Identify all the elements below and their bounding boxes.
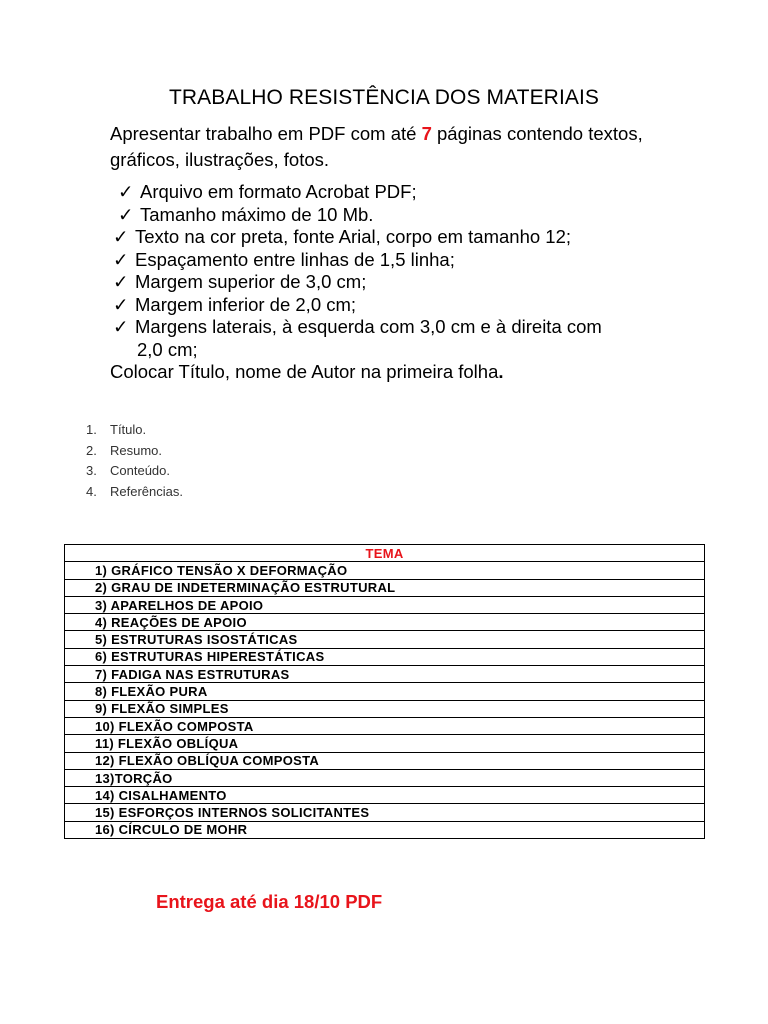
checklist-item-text: Tamanho máximo de 10 Mb. — [140, 204, 374, 225]
list-item — [86, 482, 183, 503]
closing-text: Colocar Título, nome de Autor na primeira folha — [110, 361, 499, 382]
table-cell: 16) CÍRCULO DE MOHR — [65, 821, 705, 838]
table-row — [65, 735, 705, 752]
intro-paragraph — [110, 121, 670, 173]
intro-text-end: páginas contendo textos, gráficos, ilustrações, fotos. — [110, 123, 643, 170]
list-item-label: Conteúdo. — [110, 463, 170, 479]
checkmark-icon: ✓ — [113, 294, 129, 315]
list-item — [86, 441, 183, 462]
table-row — [65, 596, 705, 613]
table-row — [65, 787, 705, 804]
list-item-label: Resumo. — [110, 442, 163, 458]
table-row — [65, 700, 705, 717]
table-cell: 13)TORÇÃO — [65, 769, 705, 786]
checkmark-icon: ✓ — [113, 316, 129, 337]
checkmark-icon: ✓ — [113, 226, 129, 247]
list-item-label: Referências. — [110, 483, 183, 499]
sections-list — [86, 420, 183, 502]
checkmark-icon: ✓ — [118, 204, 134, 225]
list-item — [86, 420, 183, 441]
table-cell: 9) FLEXÃO SIMPLES — [65, 700, 705, 717]
table-cell: 11) FLEXÃO OBLÍQUA — [65, 735, 705, 752]
table-cell: 14) CISALHAMENTO — [65, 787, 705, 804]
table-row — [65, 631, 705, 648]
table-cell: 7) FADIGA NAS ESTRUTURAS — [65, 666, 705, 683]
table-cell: 1) GRÁFICO TENSÃO X DEFORMAÇÃO — [65, 562, 705, 579]
checklist-item-text: 2,0 cm; — [137, 339, 198, 360]
checklist-item — [113, 316, 602, 338]
checklist-item — [118, 204, 373, 226]
table-row — [65, 804, 705, 821]
table-cell: 5) ESTRUTURAS ISOSTÁTICAS — [65, 631, 705, 648]
table-cell: 6) ESTRUTURAS HIPERESTÁTICAS — [65, 648, 705, 665]
table-row — [65, 717, 705, 734]
closing-instruction — [110, 361, 504, 383]
checklist-item — [113, 271, 366, 293]
table-row — [65, 769, 705, 786]
checkmark-icon: ✓ — [113, 249, 129, 270]
deadline-notice: Entrega até dia 18/10 PDF — [156, 891, 383, 912]
checkmark-icon: ✓ — [113, 271, 129, 292]
list-item-number: 1. — [86, 422, 97, 437]
table-cell: 4) REAÇÕES DE APOIO — [65, 614, 705, 631]
checklist-item-text: Arquivo em formato Acrobat PDF; — [140, 181, 417, 202]
list-item-number: 4. — [86, 483, 97, 499]
table-header-cell: TEMA — [65, 545, 705, 562]
checklist-item-text: Margem inferior de 2,0 cm; — [135, 294, 357, 315]
table-cell: 8) FLEXÃO PURA — [65, 683, 705, 700]
checklist-item-text: Texto na cor preta, fonte Arial, corpo em tamanho 12; — [135, 226, 572, 247]
checkmark-icon: ✓ — [118, 181, 134, 202]
table-row — [65, 666, 705, 683]
checklist-item — [118, 181, 417, 203]
list-item — [86, 461, 183, 482]
table-cell: 12) FLEXÃO OBLÍQUA COMPOSTA — [65, 752, 705, 769]
topics-table — [64, 544, 705, 839]
table-row — [65, 821, 705, 838]
table-row — [65, 614, 705, 631]
checklist-item-text: Margens laterais, à esquerda com 3,0 cm e à direita com — [135, 316, 602, 337]
page-limit-number: 7 — [421, 123, 432, 144]
table-header-row — [65, 545, 705, 562]
table-cell: 3) APARELHOS DE APOIO — [65, 596, 705, 613]
list-item-label: Título. — [110, 422, 147, 437]
checklist-item-continuation — [137, 339, 198, 361]
table-cell: 10) FLEXÃO COMPOSTA — [65, 717, 705, 734]
table-row — [65, 683, 705, 700]
table-cell: 15) ESFORÇOS INTERNOS SOLICITANTES — [65, 804, 705, 821]
closing-period: . — [498, 361, 504, 382]
checklist-item — [113, 226, 571, 248]
checklist-item-text: Espaçamento entre linhas de 1,5 linha; — [135, 249, 455, 270]
table-row — [65, 562, 705, 579]
list-item-number: 3. — [86, 463, 97, 479]
table-row — [65, 752, 705, 769]
checklist-item — [113, 294, 356, 316]
list-item-number: 2. — [86, 442, 97, 458]
table-row — [65, 648, 705, 665]
checklist-item — [113, 249, 455, 271]
table-row — [65, 579, 705, 596]
intro-text-start: Apresentar trabalho em PDF com até — [110, 123, 422, 144]
document-title: TRABALHO RESISTÊNCIA DOS MATERIAIS — [168, 86, 600, 109]
checklist-item-text: Margem superior de 3,0 cm; — [135, 271, 367, 292]
table-cell: 2) GRAU DE INDETERMINAÇÃO ESTRUTURAL — [65, 579, 705, 596]
